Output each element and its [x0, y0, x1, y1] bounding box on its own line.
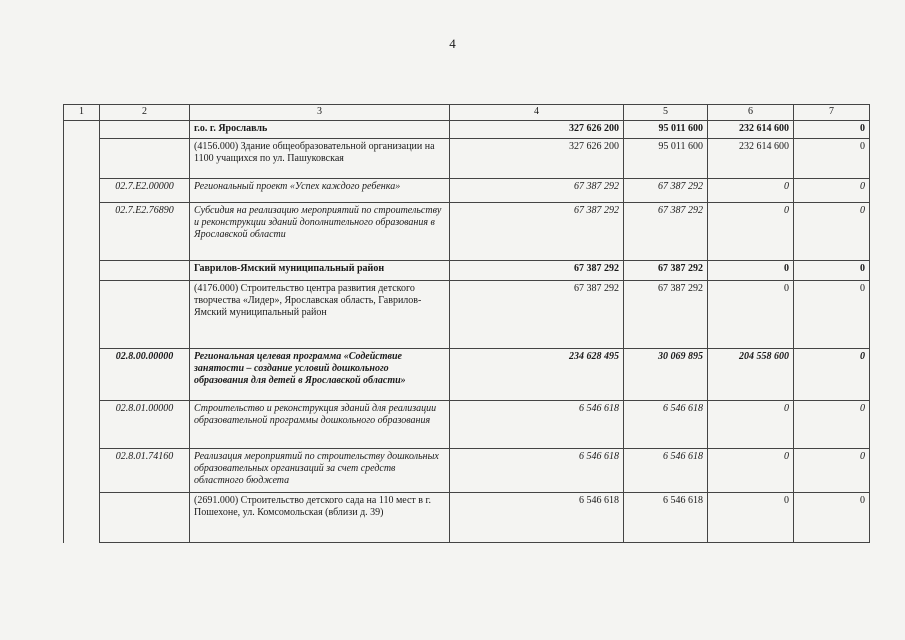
row-code-cell [100, 493, 190, 543]
row-col1-cell [64, 401, 100, 449]
row-col1-cell [64, 139, 100, 179]
table-row [64, 449, 870, 493]
row-value-col7: 0 [794, 261, 870, 281]
row-value-col4: 327 626 200 [450, 121, 624, 139]
row-value-col4: 6 546 618 [450, 493, 624, 543]
row-value-col6: 0 [708, 179, 794, 203]
row-value-col6: 232 614 600 [708, 121, 794, 139]
table-header-row [64, 105, 870, 121]
row-value-col7: 0 [794, 139, 870, 179]
row-value-col5: 67 387 292 [624, 261, 708, 281]
row-col1-cell [64, 449, 100, 493]
row-value-col7: 0 [794, 281, 870, 349]
row-col1-cell [64, 121, 100, 139]
row-value-col7: 0 [794, 401, 870, 449]
column-number-7: 7 [794, 105, 870, 121]
row-code-cell: 02.7.E2.76890 [100, 203, 190, 261]
row-value-col6: 0 [708, 493, 794, 543]
row-value-col6: 204 558 600 [708, 349, 794, 401]
row-value-col4: 234 628 495 [450, 349, 624, 401]
row-value-col5: 95 011 600 [624, 121, 708, 139]
table-row [64, 121, 870, 139]
row-value-col7: 0 [794, 449, 870, 493]
row-value-col4: 67 387 292 [450, 281, 624, 349]
row-value-col5: 6 546 618 [624, 401, 708, 449]
row-value-col4: 67 387 292 [450, 261, 624, 281]
row-code-cell: 02.8.01.00000 [100, 401, 190, 449]
column-number-5: 5 [624, 105, 708, 121]
row-code-cell: 02.8.01.74160 [100, 449, 190, 493]
row-code-cell: 02.8.00.00000 [100, 349, 190, 401]
table-row [64, 493, 870, 543]
row-name-cell: (2691.000) Строительство детского сада на 110 мест в г. Пошехоне, ул. Комсомольская (вблизи д. 39) [190, 493, 450, 543]
table-row [64, 179, 870, 203]
row-value-col6: 0 [708, 203, 794, 261]
page-number: 4 [449, 36, 456, 51]
table-row [64, 139, 870, 179]
row-value-col5: 95 011 600 [624, 139, 708, 179]
row-col1-cell [64, 281, 100, 349]
row-value-col5: 67 387 292 [624, 203, 708, 261]
column-number-4: 4 [450, 105, 624, 121]
row-col1-cell [64, 203, 100, 261]
row-name-cell: г.о. г. Ярославль [190, 121, 450, 139]
row-name-cell: (4176.000) Строительство центра развития детского творчества «Лидер», Ярославская область, Гаврилов-Ямский муниципальный район [190, 281, 450, 349]
row-value-col4: 327 626 200 [450, 139, 624, 179]
row-value-col5: 6 546 618 [624, 493, 708, 543]
row-value-col4: 6 546 618 [450, 401, 624, 449]
row-value-col5: 67 387 292 [624, 179, 708, 203]
budget-table [63, 104, 870, 543]
row-col1-cell [64, 179, 100, 203]
row-value-col6: 232 614 600 [708, 139, 794, 179]
column-number-6: 6 [708, 105, 794, 121]
row-col1-cell [64, 493, 100, 543]
row-value-col4: 6 546 618 [450, 449, 624, 493]
row-code-cell [100, 139, 190, 179]
row-value-col6: 0 [708, 401, 794, 449]
row-value-col6: 0 [708, 261, 794, 281]
row-name-cell: Региональная целевая программа «Содействие занятости – создание условий дошкольного образования для детей в Ярославской области» [190, 349, 450, 401]
column-number-1: 1 [64, 105, 100, 121]
row-value-col6: 0 [708, 281, 794, 349]
row-value-col6: 0 [708, 449, 794, 493]
row-value-col4: 67 387 292 [450, 179, 624, 203]
row-code-cell [100, 121, 190, 139]
row-code-cell: 02.7.E2.00000 [100, 179, 190, 203]
table-row [64, 203, 870, 261]
row-name-cell: Региональный проект «Успех каждого ребенка» [190, 179, 450, 203]
row-col1-cell [64, 261, 100, 281]
table-row [64, 261, 870, 281]
row-value-col5: 6 546 618 [624, 449, 708, 493]
row-value-col5: 30 069 895 [624, 349, 708, 401]
row-value-col7: 0 [794, 349, 870, 401]
row-name-cell: Реализация мероприятий по строительству дошкольных образовательных организаций за счет средств областного бюджета [190, 449, 450, 493]
row-value-col7: 0 [794, 203, 870, 261]
row-value-col4: 67 387 292 [450, 203, 624, 261]
row-code-cell [100, 281, 190, 349]
row-code-cell [100, 261, 190, 281]
column-number-3: 3 [190, 105, 450, 121]
row-value-col7: 0 [794, 493, 870, 543]
row-name-cell: (4156.000) Здание общеобразовательной организации на 1100 учащихся по ул. Пашуковская [190, 139, 450, 179]
table-row [64, 349, 870, 401]
row-name-cell: Субсидия на реализацию мероприятий по строительству и реконструкции зданий дополнительного образования в Ярославской области [190, 203, 450, 261]
row-value-col7: 0 [794, 121, 870, 139]
row-name-cell: Гаврилов-Ямский муниципальный район [190, 261, 450, 281]
column-number-2: 2 [100, 105, 190, 121]
table-row [64, 281, 870, 349]
row-value-col5: 67 387 292 [624, 281, 708, 349]
row-col1-cell [64, 349, 100, 401]
table-row [64, 401, 870, 449]
row-name-cell: Строительство и реконструкция зданий для реализации образовательной программы дошкольного образования [190, 401, 450, 449]
row-value-col7: 0 [794, 179, 870, 203]
